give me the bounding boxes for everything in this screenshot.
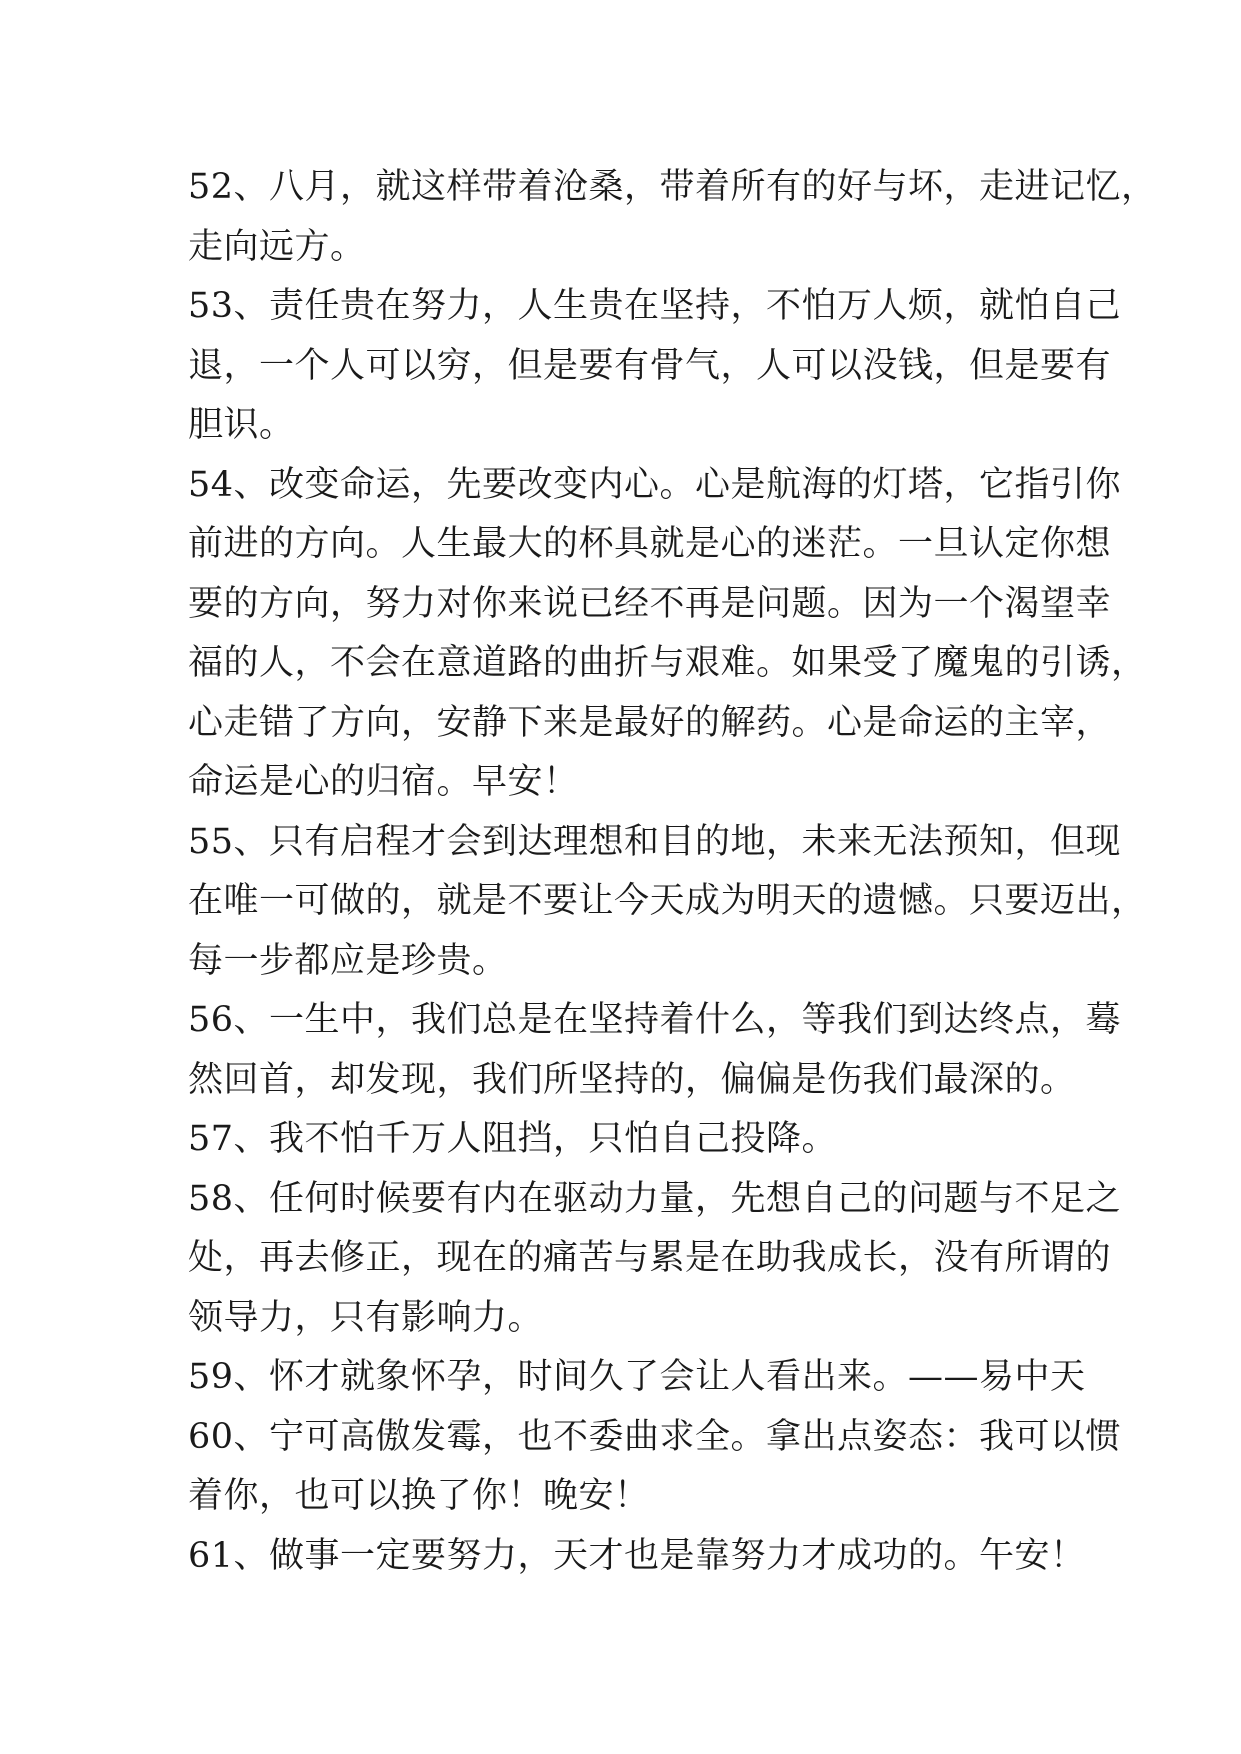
text-line: 命运是心的归宿。早安！ bbox=[188, 762, 579, 802]
text-line: 在唯一可做的，就是不要让今天成为明天的遗憾。只要迈出， bbox=[188, 881, 1147, 921]
text-line: 56、一生中，我们总是在坚持着什么，等我们到达终点，蓦 bbox=[188, 1000, 1122, 1040]
text-line: 处，再去修正，现在的痛苦与累是在助我成长，没有所谓的 bbox=[188, 1238, 1112, 1278]
text-line: 胆识。 bbox=[188, 405, 295, 445]
text-line: 福的人，不会在意道路的曲折与艰难。如果受了魔鬼的引诱， bbox=[188, 643, 1147, 683]
text-line: 每一步都应是珍贵。 bbox=[188, 940, 508, 981]
text-line: 55、只有启程才会到达理想和目的地，未来无法预知，但现 bbox=[188, 821, 1122, 862]
text-line: 58、任何时候要有内在驱动力量，先想自己的问题与不足之 bbox=[188, 1178, 1122, 1219]
text-line: 走向远方。 bbox=[188, 226, 366, 267]
text-line: 然回首，却发现，我们所坚持的，偏偏是伤我们最深的。 bbox=[188, 1059, 1076, 1100]
text-line: 53、责任贵在努力，人生贵在坚持，不怕万人烦，就怕自己 bbox=[188, 286, 1122, 326]
text-line: 54、改变命运，先要改变内心。心是航海的灯塔，它指引你 bbox=[188, 464, 1122, 505]
text-line: 60、宁可高傲发霉，也不委曲求全。拿出点姿态：我可以惯 bbox=[188, 1416, 1122, 1457]
text-line: 着你，也可以换了你！晚安！ bbox=[188, 1476, 650, 1516]
text-line: 要的方向，努力对你来说已经不再是问题。因为一个渴望幸 bbox=[188, 583, 1112, 624]
text-line: 61、做事一定要努力，天才也是靠努力才成功的。午安！ bbox=[188, 1535, 1086, 1576]
text-line: 心走错了方向，安静下来是最好的解药。心是命运的主宰， bbox=[188, 702, 1112, 743]
text-line: 57、我不怕千万人阻挡，只怕自己投降。 bbox=[188, 1119, 838, 1159]
text-line: 52、八月，就这样带着沧桑，带着所有的好与坏，走进记忆， bbox=[188, 167, 1157, 207]
document-body bbox=[188, 158, 1157, 1586]
text-line: 59、怀才就象怀孕，时间久了会让人看出来。——易中天 bbox=[188, 1357, 1086, 1397]
text-line: 前进的方向。人生最大的杯具就是心的迷茫。一旦认定你想 bbox=[188, 524, 1112, 564]
text-line: 领导力，只有影响力。 bbox=[188, 1297, 544, 1338]
text-line: 退，一个人可以穷，但是要有骨气，人可以没钱，但是要有 bbox=[188, 345, 1112, 386]
